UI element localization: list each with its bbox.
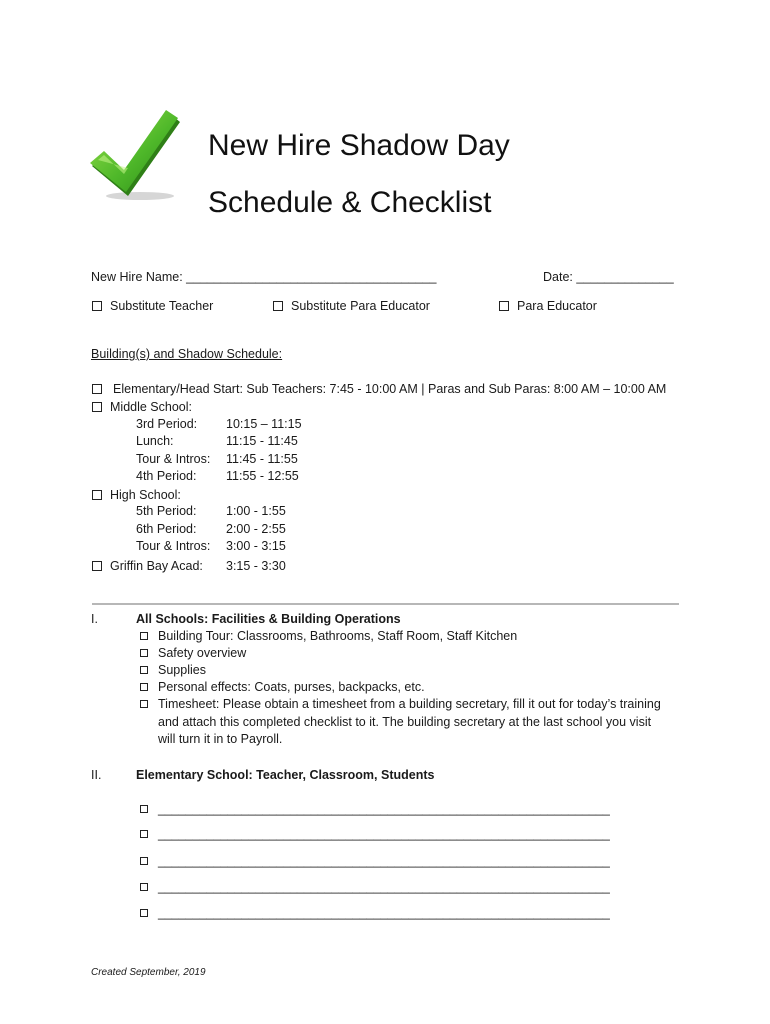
checklist-item-label: Supplies bbox=[158, 663, 206, 677]
section-1-heading: All Schools: Facilities & Building Operations bbox=[136, 612, 401, 626]
griffin-bay-time: 3:15 - 3:30 bbox=[226, 559, 286, 573]
building-option-high-school[interactable] bbox=[92, 487, 181, 504]
role-label: Substitute Teacher bbox=[110, 299, 214, 313]
checkbox[interactable] bbox=[140, 632, 148, 640]
blank-line[interactable]: _________________________________________________________________ bbox=[158, 906, 610, 920]
section-2-heading: Elementary School: Teacher, Classroom, Students bbox=[136, 768, 435, 782]
period-time: 1:00 - 1:55 bbox=[226, 504, 286, 518]
blank-line[interactable]: _________________________________________________________________ bbox=[158, 854, 610, 868]
checklist-item[interactable] bbox=[140, 628, 517, 645]
building-option-elementary[interactable] bbox=[92, 381, 666, 398]
blank-item[interactable] bbox=[140, 879, 610, 896]
timesheet-line: and attach this completed checklist to it. The building secretary at the last school you visit bbox=[158, 715, 652, 729]
period-time: 3:00 - 3:15 bbox=[226, 539, 286, 553]
checkbox[interactable] bbox=[92, 561, 102, 571]
checkbox[interactable] bbox=[92, 402, 102, 412]
high-school-label: High School: bbox=[110, 488, 181, 502]
checkbox[interactable] bbox=[140, 883, 148, 891]
section-1-numeral: I. bbox=[91, 612, 98, 626]
checkbox[interactable] bbox=[140, 649, 148, 657]
period-label: Tour & Intros: bbox=[136, 452, 211, 466]
middle-school-label: Middle School: bbox=[110, 400, 192, 414]
blank-item[interactable] bbox=[140, 905, 610, 922]
checkbox[interactable] bbox=[140, 805, 148, 813]
role-option-para-educator[interactable] bbox=[499, 298, 597, 315]
blank-line[interactable]: _________________________________________________________________ bbox=[158, 802, 610, 816]
page-title-line-1: New Hire Shadow Day bbox=[208, 129, 510, 162]
page-title-line-2: Schedule & Checklist bbox=[208, 186, 492, 219]
date-field[interactable]: Date: ______________ bbox=[543, 270, 674, 284]
blank-line[interactable]: _________________________________________________________________ bbox=[158, 827, 610, 841]
role-option-substitute-teacher[interactable] bbox=[92, 298, 213, 315]
role-option-substitute-para[interactable] bbox=[273, 298, 430, 315]
checkmark-logo-icon bbox=[88, 108, 184, 204]
period-time: 2:00 - 2:55 bbox=[226, 522, 286, 536]
period-label: Tour & Intros: bbox=[136, 539, 211, 553]
building-option-griffin-bay[interactable] bbox=[92, 558, 203, 575]
checkbox[interactable] bbox=[140, 666, 148, 674]
timesheet-line: will turn it in to Payroll. bbox=[158, 732, 283, 746]
checklist-item[interactable] bbox=[140, 645, 246, 662]
griffin-bay-label: Griffin Bay Acad: bbox=[110, 559, 203, 573]
period-label: 3rd Period: bbox=[136, 417, 198, 431]
checklist-item[interactable] bbox=[140, 679, 425, 696]
checkbox[interactable] bbox=[499, 301, 509, 311]
checklist-item-label: Safety overview bbox=[158, 646, 247, 660]
checkbox[interactable] bbox=[140, 857, 148, 865]
blank-item[interactable] bbox=[140, 801, 610, 818]
checkbox[interactable] bbox=[140, 909, 148, 917]
blank-item[interactable] bbox=[140, 826, 610, 843]
buildings-heading: Building(s) and Shadow Schedule: bbox=[91, 347, 283, 361]
checkbox[interactable] bbox=[92, 301, 102, 311]
timesheet-line: Timesheet: Please obtain a timesheet from a building secretary, fill it out for today’s training bbox=[158, 697, 661, 711]
checkbox[interactable] bbox=[92, 490, 102, 500]
blank-item[interactable] bbox=[140, 853, 610, 870]
period-time: 11:55 - 12:55 bbox=[226, 469, 299, 483]
building-option-middle-school[interactable] bbox=[92, 399, 192, 416]
checkbox[interactable] bbox=[140, 683, 148, 691]
checklist-item[interactable] bbox=[140, 662, 206, 679]
period-time: 11:45 - 11:55 bbox=[226, 452, 298, 466]
period-time: 11:15 - 11:45 bbox=[226, 434, 298, 448]
checkbox[interactable] bbox=[140, 700, 148, 708]
footer-created-date: Created September, 2019 bbox=[91, 967, 206, 978]
checkbox[interactable] bbox=[92, 384, 102, 394]
period-label: 6th Period: bbox=[136, 522, 197, 536]
section-2-numeral: II. bbox=[91, 768, 102, 782]
period-time: 10:15 – 11:15 bbox=[226, 417, 302, 431]
role-label: Substitute Para Educator bbox=[291, 299, 430, 313]
period-label: 4th Period: bbox=[136, 469, 197, 483]
checklist-item-label: Building Tour: Classrooms, Bathrooms, Staff Room, Staff Kitchen bbox=[158, 629, 518, 643]
period-label: Lunch: bbox=[136, 434, 174, 448]
role-label: Para Educator bbox=[517, 299, 597, 313]
section-divider bbox=[92, 603, 679, 605]
period-label: 5th Period: bbox=[136, 504, 197, 518]
new-hire-name-field[interactable]: New Hire Name: ____________________________________ bbox=[91, 270, 437, 284]
checkbox[interactable] bbox=[140, 830, 148, 838]
checklist-item-label: Personal effects: Coats, purses, backpacks, etc. bbox=[158, 680, 425, 694]
blank-line[interactable]: _________________________________________________________________ bbox=[158, 880, 610, 894]
elementary-label: Elementary/Head Start: Sub Teachers: 7:45 - 10:00 AM | Paras and Sub Paras: 8:00 AM – 10:00 AM bbox=[113, 382, 667, 396]
checkbox[interactable] bbox=[273, 301, 283, 311]
